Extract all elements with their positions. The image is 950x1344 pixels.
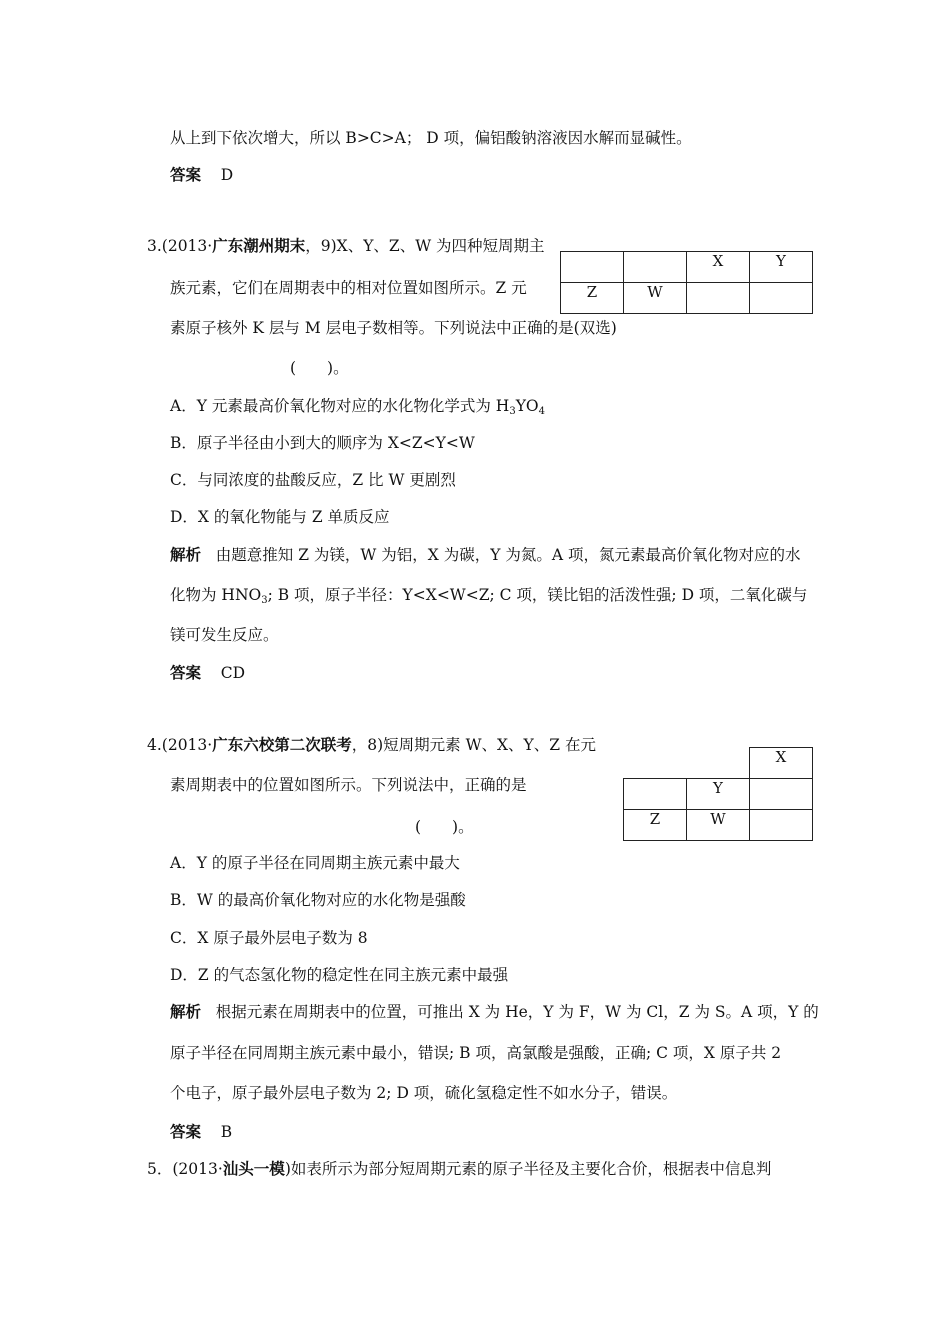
q3-analysis-line2 — [170, 585, 807, 611]
q3-stem-line3: 素原子核外 K 层与 M 层电子数相等。下列说法中正确的是(双选) — [170, 319, 617, 337]
q4-option-c: C．X 原子最外层电子数为 8 — [170, 929, 368, 947]
q4-score: ，8) — [351, 736, 384, 754]
analysis-text: 根据元素在周期表中的位置，可推出 X 为 He，Y 为 F，W 为 Cl，Z 为 S。A 项，Y 的 — [215, 1003, 819, 1021]
table-cell — [624, 748, 687, 779]
q3-source: 广东潮州期末 — [212, 236, 306, 255]
table-cell: W — [624, 283, 687, 314]
subscript: 3 — [261, 595, 268, 606]
q3-periodic-table — [560, 251, 813, 314]
q3-number: 3.(2013· — [147, 237, 213, 255]
q5-source: 汕头一模 — [222, 1159, 285, 1178]
q3-answer — [170, 663, 245, 683]
answer-label: 答案 — [170, 1122, 202, 1141]
table-cell: X — [687, 252, 750, 283]
q3-stem-line2: 族元素，它们在周期表中的相对位置如图所示。Z 元 — [170, 279, 527, 297]
q4-option-a: A．Y 的原子半径在同周期主族元素中最大 — [170, 854, 460, 872]
q4-option-b: B．W 的最高价氧化物对应的水化物是强酸 — [170, 891, 466, 909]
q4-blank: ( )。 — [415, 818, 474, 836]
q4-stem-text: 短周期元素 W、X、Y、Z 在元 — [383, 736, 596, 754]
q4-source: 广东六校第二次联考 — [212, 735, 352, 754]
table-cell — [750, 810, 813, 841]
answer-label: 答案 — [170, 165, 202, 184]
answer-label: 答案 — [170, 663, 202, 682]
answer-value: D — [220, 166, 234, 184]
q3-option-a — [170, 396, 545, 422]
table-cell — [750, 779, 813, 810]
q3-option-c: C．与同浓度的盐酸反应，Z 比 W 更剧烈 — [170, 471, 456, 489]
q5-number: 5．(2013· — [147, 1160, 223, 1178]
table-cell: Y — [687, 779, 750, 810]
analysis-text: ; B 项，原子半径：Y<X<W<Z; C 项，镁比铝的活泼性强; D 项，二氧化碳与 — [267, 586, 808, 604]
analysis-label: 解析 — [170, 1002, 202, 1021]
prev-analysis-line: 从上到下依次增大，所以 B>C>A； D 项，偏铝酸钠溶液因水解而显碱性。 — [170, 129, 692, 147]
table-cell: Z — [561, 283, 624, 314]
analysis-text: 化物为 HNO — [170, 586, 262, 604]
option-text: A．Y 元素最高价氧化物对应的水化物化学式为 H — [170, 397, 510, 415]
table-cell — [687, 748, 750, 779]
q3-stem-text: X、Y、Z、W 为四种短周期主 — [336, 237, 545, 255]
q4-analysis-line2: 原子半径在同周期主族元素中最小，错误; B 项，高氯酸是强酸，正确; C 项，X 原子共 2 — [170, 1044, 782, 1062]
option-text: YO — [515, 397, 539, 415]
q4-analysis-line3: 个电子，原子最外层电子数为 2; D 项，硫化氢稳定性不如水分子，错误。 — [170, 1084, 678, 1102]
q3-stem-line1 — [147, 236, 545, 256]
table-cell: Y — [750, 252, 813, 283]
table-cell: Z — [624, 810, 687, 841]
table-cell — [624, 779, 687, 810]
analysis-label: 解析 — [170, 545, 202, 564]
q3-option-d: D．X 的氧化物能与 Z 单质反应 — [170, 508, 390, 526]
subscript: 4 — [538, 406, 546, 417]
q4-stem-line1 — [147, 735, 596, 755]
table-cell — [624, 252, 687, 283]
q3-analysis-line1 — [170, 545, 801, 565]
q3-score: ，9) — [305, 237, 337, 255]
table-cell — [561, 252, 624, 283]
analysis-text: 由题意推知 Z 为镁，W 为铝，X 为碳，Y 为氮。A 项，氮元素最高价氧化物对应的水 — [215, 546, 801, 564]
answer-value: B — [220, 1123, 233, 1141]
table-cell: W — [687, 810, 750, 841]
q3-blank: ( )。 — [290, 359, 349, 377]
q3-analysis-line3: 镁可发生反应。 — [170, 626, 279, 644]
q3-option-b: B．原子半径由小到大的顺序为 X<Z<Y<W — [170, 434, 475, 452]
q4-analysis-line1 — [170, 1002, 819, 1022]
q4-option-d: D．Z 的气态氢化物的稳定性在同主族元素中最强 — [170, 966, 509, 984]
q4-number: 4.(2013· — [147, 736, 213, 754]
table-cell — [687, 283, 750, 314]
q5-stem-line1 — [147, 1159, 771, 1179]
q4-stem-line2: 素周期表中的位置如图所示。下列说法中，正确的是 — [170, 776, 527, 794]
q4-answer — [170, 1122, 232, 1142]
answer-value: CD — [220, 664, 246, 682]
q4-periodic-table — [623, 747, 813, 841]
prev-answer — [170, 165, 233, 185]
table-cell: X — [750, 748, 813, 779]
q5-stem-text: )如表所示为部分短周期元素的原子半径及主要化合价，根据表中信息判 — [284, 1160, 772, 1178]
subscript: 3 — [509, 406, 516, 417]
table-cell — [750, 283, 813, 314]
